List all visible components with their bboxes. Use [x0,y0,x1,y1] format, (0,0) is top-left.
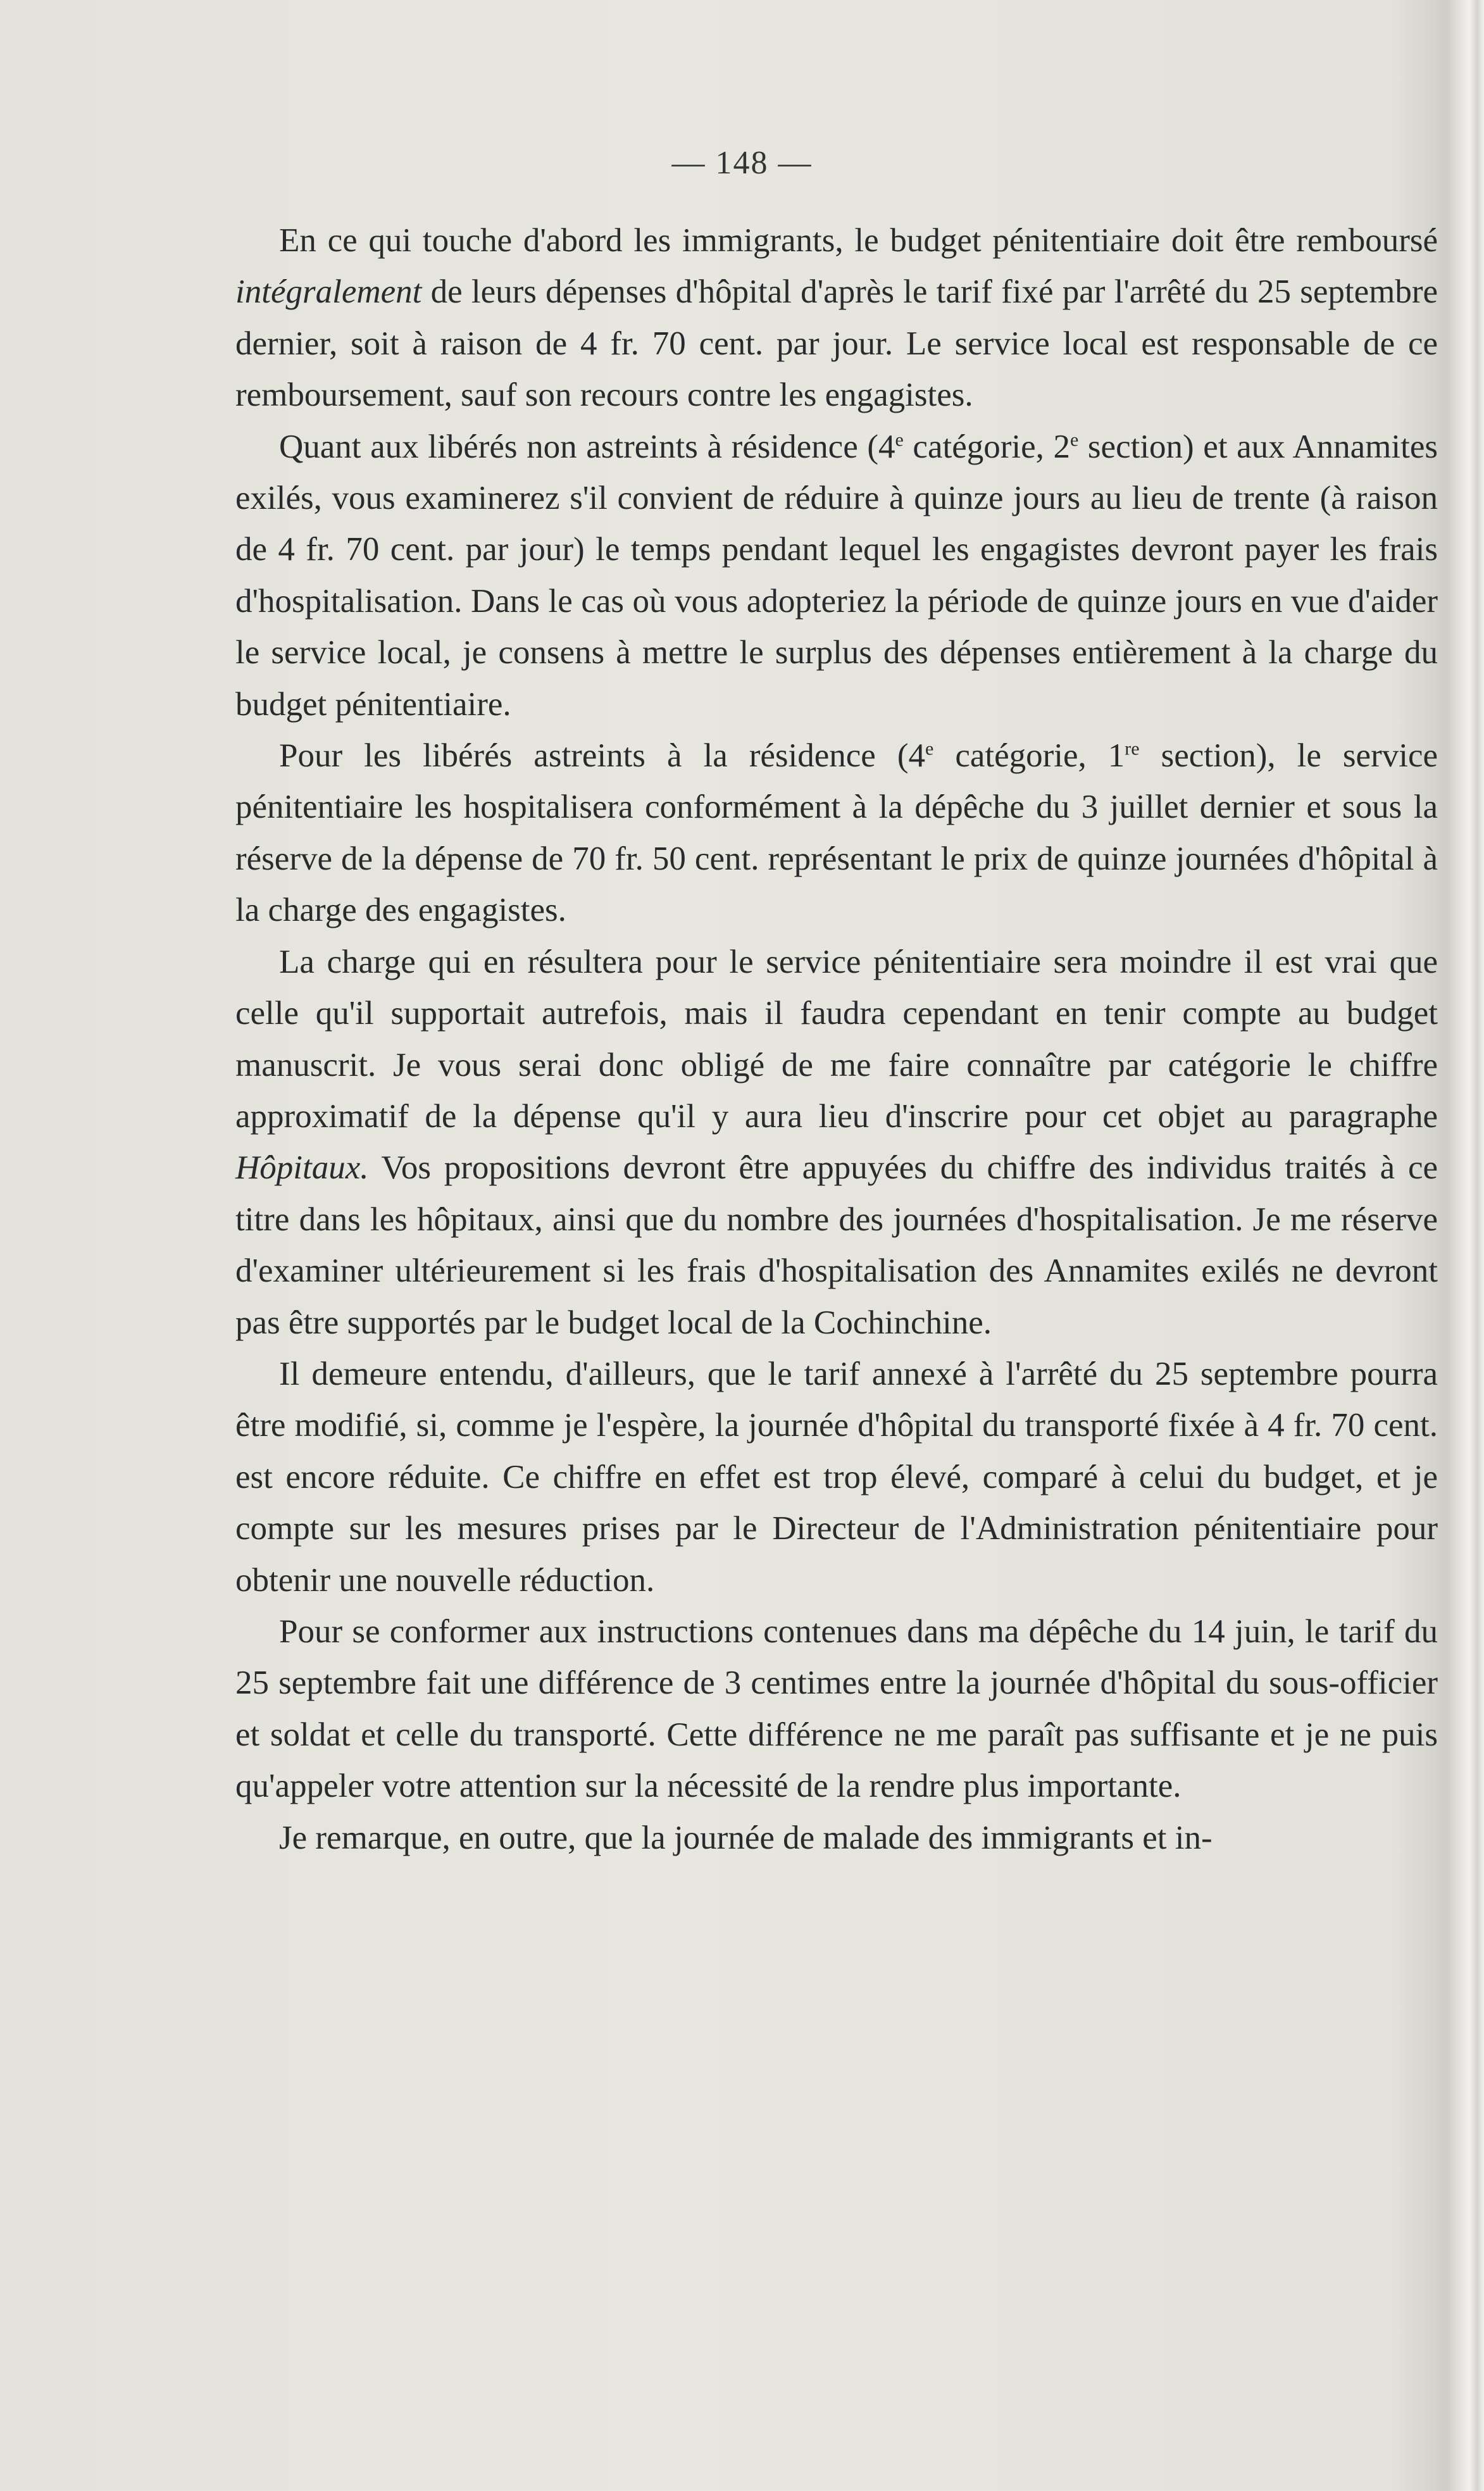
paragraph-instructions-depeche: Pour se conformer aux instructions contenues dans ma dépêche du 14 juin, le tarif du 25 septembre fait une différence de 3 centimes entre la journée d'hôpital du sous-officier et soldat et celle du transporté. Cette différence ne me paraît pas suffisante et je ne puis qu'appeler votre attention sur la nécessité de la rendre plus importante. [235,1613,1438,1805]
paragraph-remarque: Je remarque, en outre, que la journée de malade des immigrants et in- [279,1819,1213,1856]
paragraph-charge-service: La charge qui en résultera pour le service pénitentiaire sera moindre il est vrai que celle qu'il supportait autrefois, mais il faudra cependant en tenir compte au budget manuscrit. Je vous serai donc obligé de me faire connaître par catégorie le chiffre approximatif de la dépense qu'il y aura lieu d'inscrire pour cet objet au paragraphe Hôpitaux. Vos propositions devront être appuyées du chiffre des individus traités à ce titre dans les hôpitaux, ainsi que du nombre des journées d'hospitalisation. Je me réserve d'examiner ultérieurement si les frais d'hospitalisation des Annamites exilés ne devront pas être supportés par le budget local de la Cochinchine. [235,943,1438,1341]
paragraph-liberes-astreints: Pour les libérés astreints à la résidence (4e catégorie, 1re section), le service pénitentiaire les hospitalisera conformément à la dépêche du 3 juillet dernier et sous la réserve de la dépense de 70 fr. 50 cent. représentant le prix de quinze journées d'hôpital à la charge des engagistes. [235,737,1438,929]
body-text [235,215,1438,1864]
paragraph-immigrants: En ce qui touche d'abord les immigrants, le budget pénitentiaire doit être remboursé intégralement de leurs dépenses d'hôpital d'après le tarif fixé par l'arrêté du 25 septembre dernier, soit à raison de 4 fr. 70 cent. par jour. Le service local est responsable de ce remboursement, sauf son recours contre les engagistes. [235,222,1438,414]
emphasis-hopitaux: Hôpitaux. [235,1149,369,1187]
page-edge-shadow [1470,0,1484,2491]
emphasis-integralement: intégralement [235,273,422,311]
paragraph-liberes-non-astreints: Quant aux libérés non astreints à résidence (4e catégorie, 2e section) et aux Annamites exilés, vous examinerez s'il convient de réduire à quinze jours au lieu de trente (à raison de 4 fr. 70 cent. par jour) le temps pendant lequel les engagistes devront payer les frais d'hospitalisation. Dans le cas où vous adopteriez la période de quinze jours en vue d'aider le service local, je consens à mettre le surplus des dépenses entièrement à la charge du budget pénitentiaire. [235,428,1438,723]
paragraph-tarif-annexe: Il demeure entendu, d'ailleurs, que le tarif annexé à l'arrêté du 25 septembre pourra être modifié, si, comme je l'espère, la journée d'hôpital du transporté fixée à 4 fr. 70 cent. est encore réduite. Ce chiffre en effet est trop élevé, comparé à celui du budget, et je compte sur les mesures prises par le Directeur de l'Administration pénitentiaire pour obtenir une nouvelle réduction. [235,1355,1438,1599]
page-number: — 148 — [671,145,813,181]
